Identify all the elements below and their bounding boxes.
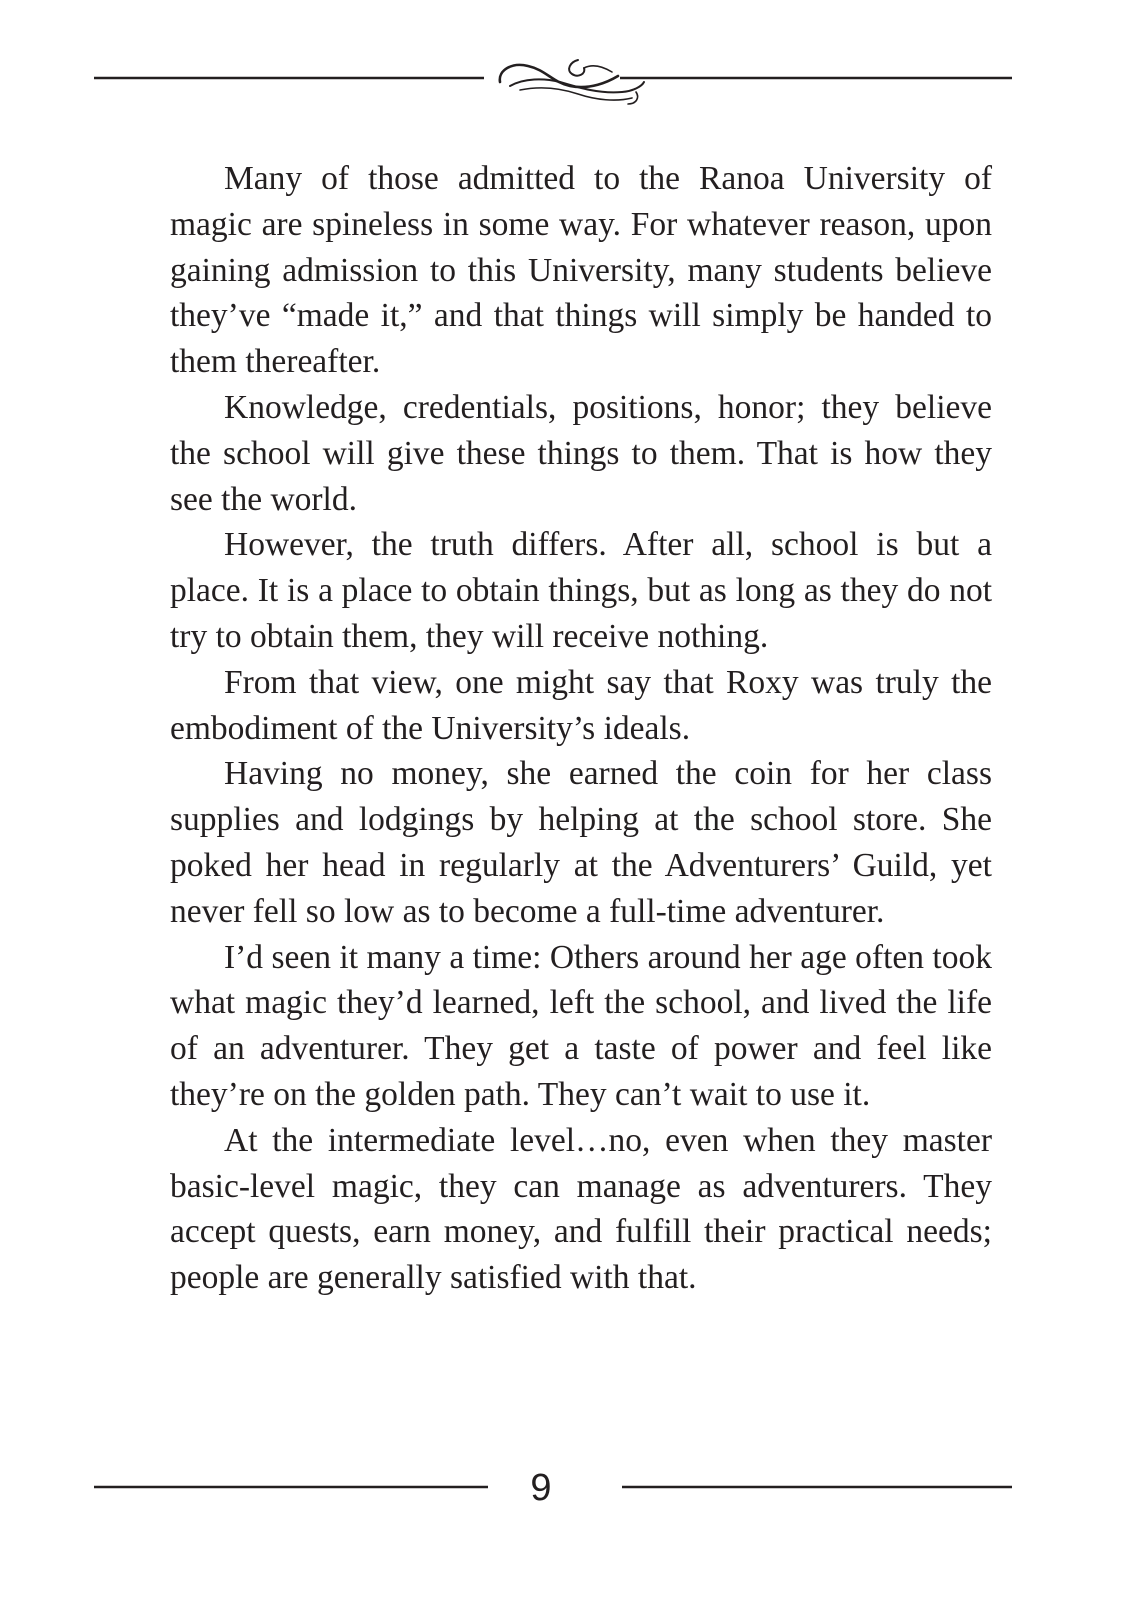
flourish-icon <box>500 60 644 104</box>
paragraph: Many of those admitted to the Ranoa University of magic are spineless in some way. For whatever reason, upon gaining admission to this University, many students believe they’ve “made it,” and that things will simply be handed to them thereafter. <box>170 160 992 381</box>
paragraph: However, the truth differs. After all, school is but a place. It is a place to obtain things, but as long as they do not try to obtain them, they will receive nothing. <box>170 526 992 655</box>
paragraph: Knowledge, credentials, positions, honor; they believe the school will give these things to them. That is how they see the world. <box>170 388 992 518</box>
paragraph: At the intermediate level…no, even when they master basic-level magic, they can manage as adventurers. They accept quests, earn money, and fulfill their practical needs; people are generally satisfied with that. <box>170 1121 992 1297</box>
paragraph: I’d seen it many a time: Others around her age often took what magic they’d learned, left the school, and lived the life of an adventurer. They get a taste of power and feel like they’re on the golden path. They can’t wait to use it. <box>170 938 992 1113</box>
paragraph: Having no money, she earned the coin for her class supplies and lodgings by helping at the school store. She poked her head in regularly at the Adventurers’ Guild, yet never fell so low as to become a full-time adventurer. <box>170 755 992 930</box>
page-number: 9 <box>530 1467 552 1509</box>
body-text <box>170 156 992 1301</box>
header-flourish-ornament <box>0 48 1123 108</box>
paragraph: From that view, one might say that Roxy was truly the embodiment of the University’s ideals. <box>170 663 992 747</box>
